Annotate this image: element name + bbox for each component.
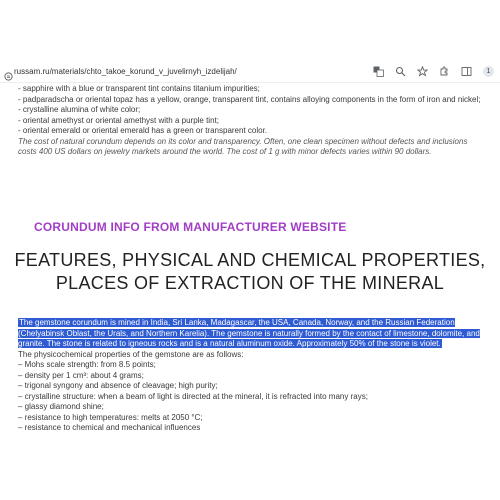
variety-list — [18, 84, 484, 137]
cost-paragraph: The cost of natural corundum depends on its color and transparency. Often, one clean specimen without defects and inclusions costs 400 US dollars on jewelry markets around the world. The cost of 1 g with minor defects varies within 90 dollars. — [18, 136, 468, 156]
sidebar-icon[interactable] — [461, 66, 472, 77]
zoom-icon[interactable] — [395, 66, 406, 77]
profile-icon[interactable]: 1 — [483, 66, 494, 77]
list-item: – density per 1 cm³: about 4 grams; — [18, 370, 144, 380]
list-item: - padparadscha or oriental topaz has a yellow, orange, transparent tint, contains alloying components in the form of iron and nickel; — [18, 94, 481, 104]
list-item: – glassy diamond shine; — [18, 402, 104, 411]
article-body — [18, 318, 482, 434]
list-item: – crystalline structure: when a beam of light is directed at the mineral, it is refracted into many rays; — [18, 391, 368, 401]
section-heading — [0, 249, 500, 295]
selected-paragraph[interactable] — [18, 318, 482, 350]
promo-label: CORUNDUM INFO FROM MANUFACTURER WEBSITE — [34, 220, 347, 234]
list-item: - oriental amethyst or oriental amethyst with a purple tint; — [18, 115, 219, 125]
list-item: – Mohs scale strength: from 8.5 points; — [18, 360, 156, 369]
bottom-blank — [0, 433, 500, 500]
site-info-icon[interactable] — [4, 68, 13, 77]
star-icon[interactable] — [417, 66, 428, 77]
list-item: – trigonal syngony and absence of cleavage; high purity; — [18, 381, 218, 390]
list-item: - sapphire with a blue or transparent tint contains titanium impurities; — [18, 84, 260, 93]
list-item: - crystalline alumina of white color; — [18, 105, 141, 114]
translate-icon[interactable] — [373, 66, 384, 77]
props-intro: The physicochemical properties of the gemstone are as follows: — [18, 349, 244, 359]
url-text[interactable]: russam.ru/materials/chto_takoe_korund_v_juvelirnyh_izdelijah/ — [14, 67, 237, 76]
heading-line: PLACES OF EXTRACTION OF THE MINERAL — [55, 273, 445, 293]
article-top — [18, 82, 484, 158]
top-blank — [0, 0, 500, 58]
text-selection[interactable]: The gemstone corundum is mined in India, Sri Lanka, Madagascar, the USA, Canada, Norway, and the Russian Federation (Chelyabinsk Oblast, the Urals, and Northern Karelia). The gemstone is naturally formed by the contact of limestone, dolomite, and granite. The stone is related to igneous rocks and is a natural aluminum oxide. Approximately 50% of the stone is violet. — [18, 318, 480, 348]
address-bar[interactable] — [0, 64, 500, 83]
extensions-icon[interactable] — [439, 66, 450, 77]
heading-line: FEATURES, PHYSICAL AND CHEMICAL PROPERTIES, — [14, 250, 486, 270]
list-item: – resistance to high temperatures: melts at 2050 °C; — [18, 412, 203, 422]
list-item: – resistance to chemical and mechanical influences — [18, 423, 201, 432]
toolbar-icons — [373, 66, 494, 77]
list-item: - oriental emerald or oriental emerald has a green or transparent color. — [18, 126, 268, 135]
